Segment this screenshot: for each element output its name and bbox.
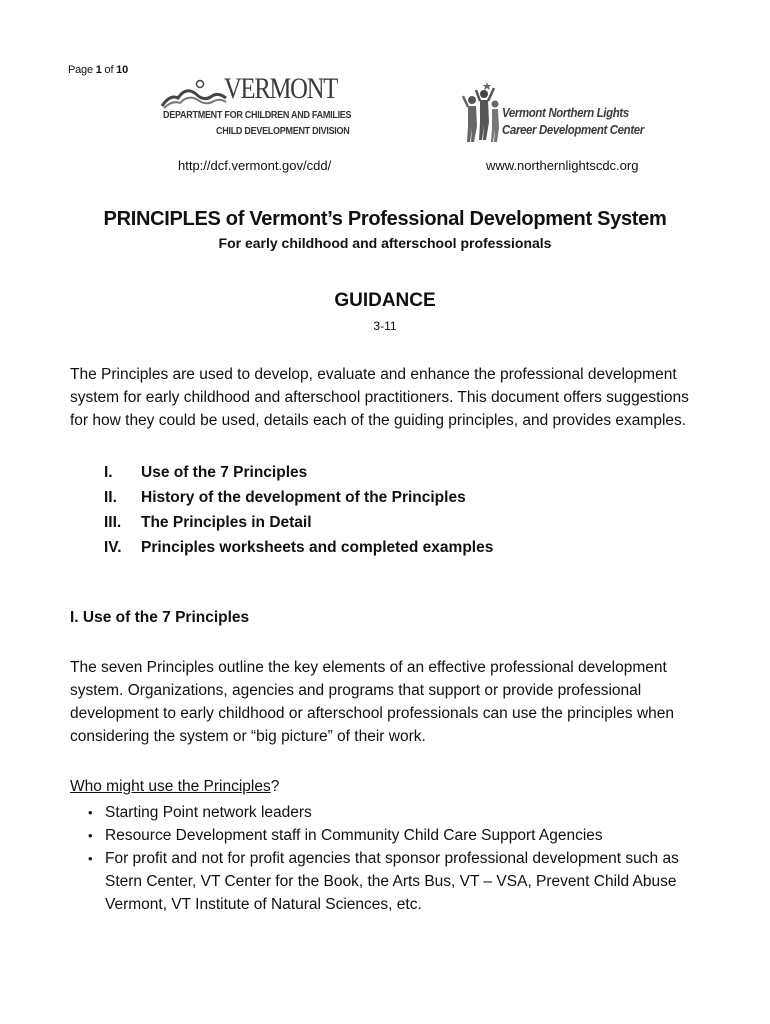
- page-number: Page 1 of 10: [68, 64, 129, 76]
- intro-paragraph: The Principles are used to develop, evaluate and enhance the professional development system for early childhood and afterschool practitioners. This document offers suggestions for how they could be used, details each of the guiding principles, and provides examples.: [70, 366, 689, 429]
- children-figures-icon: [462, 82, 504, 148]
- toc-item: II. History of the development of the Principles: [104, 489, 466, 506]
- list-item: • For profit and not for profit agencies that sponsor professional development such as Stern Center, VT Center for the Book, the Arts Bus, VT – VSA, Prevent Child Abuse Vermont, VT Institute of Natural Sciences, etc.: [88, 847, 708, 916]
- who-might-use-label: Who might use the Principles?: [70, 778, 280, 795]
- list-item: • Starting Point network leaders: [88, 801, 708, 824]
- document-subtitle: For early childhood and afterschool professionals: [218, 235, 552, 251]
- bullet-icon: •: [88, 851, 93, 866]
- bullet-icon: •: [88, 805, 93, 820]
- dcf-url[interactable]: http://dcf.vermont.gov/cdd/: [178, 158, 332, 173]
- section-paragraph: The seven Principles outline the key elements of an effective professional development system. Organizations, agencies and programs that support or provide professional development to early childhood or afterschool professionals can use the principles when considering the system or “big picture” of their work.: [70, 659, 674, 745]
- table-of-contents: [104, 460, 493, 560]
- section-heading: I. Use of the 7 Principles: [70, 609, 250, 626]
- vermont-dcf-logo: [160, 72, 352, 146]
- bullet-icon: •: [88, 828, 93, 843]
- northern-lights-logo: [462, 82, 652, 148]
- list-item: • Resource Development staff in Community Child Care Support Agencies: [88, 824, 708, 847]
- toc-item: I. Use of the 7 Principles: [104, 464, 308, 481]
- toc-item: III. The Principles in Detail: [104, 514, 312, 531]
- document-number: 3-11: [373, 319, 397, 333]
- toc-item: IV. Principles worksheets and completed examples: [104, 539, 494, 556]
- guidance-heading: GUIDANCE: [334, 290, 436, 311]
- northern-lights-wordmark: Vermont Northern Lights Career Development Center: [502, 105, 644, 137]
- bullet-list: [88, 801, 708, 916]
- dcf-logo-wordmark: VERMONT: [224, 72, 338, 105]
- document-title: PRINCIPLES of Vermont’s Professional Development System: [103, 208, 667, 230]
- dcf-logo-line2: CHILD DEVELOPMENT DIVISION: [216, 126, 350, 137]
- northern-lights-url[interactable]: www.northernlightscdc.org: [486, 158, 639, 173]
- dcf-logo-line1: DEPARTMENT FOR CHILDREN AND FAMILIES: [163, 110, 352, 121]
